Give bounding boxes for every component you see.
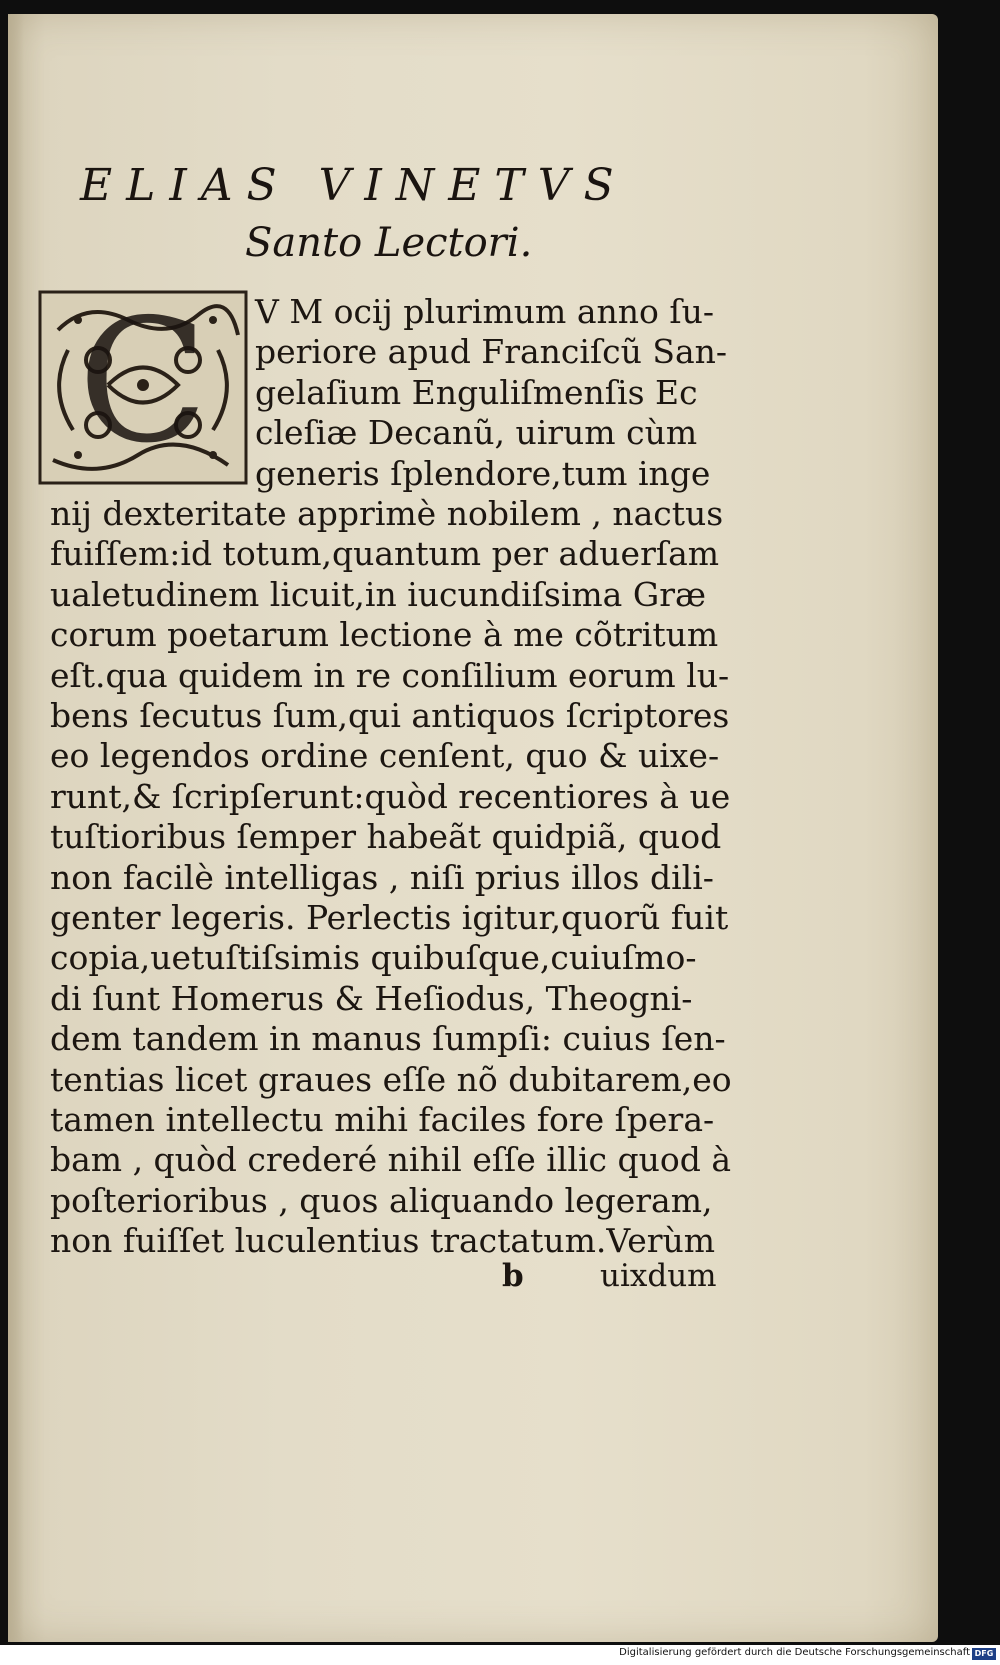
text-line: poſterioribus , quos aliquando legeram, xyxy=(50,1180,713,1220)
text-line: eo legendos ordine cenſent, quo & uixe- xyxy=(50,736,720,776)
text-line: periore apud Franciſcũ San- xyxy=(255,332,728,372)
text-line: bam , quòd crederé nihil eſſe illic quod à xyxy=(50,1140,732,1180)
page-heading: ELIAS VINETVS xyxy=(80,160,628,211)
page-subheading: Santo Lectori. xyxy=(245,220,533,266)
text-line: gelaſium Enguliſmenſis Ec xyxy=(255,372,698,412)
text-line: copia,uetuſtiſsimis quibuſque,cuiuſmo- xyxy=(50,938,697,978)
text-line: corum poetarum lectione à me cõtritum xyxy=(50,615,719,655)
signature-mark: b xyxy=(502,1258,524,1294)
text-line: runt,& ſcripſerunt:quòd recentiores à ue xyxy=(50,776,731,816)
text-line: di ſunt Homerus & Heſiodus, Theogni- xyxy=(50,978,693,1018)
decorated-initial xyxy=(38,290,248,485)
text-line: nij dexteritate apprimè nobilem , nactus xyxy=(50,494,724,533)
page-gutter-shadow xyxy=(8,14,24,1642)
text-line: fuiſſem:id totum,quantum per aduerſam xyxy=(50,534,720,574)
text-line: ualetudinem licuit,in iucundiſsima Græ xyxy=(50,574,707,614)
text-line: tamen intellectu mihi faciles fore ſpera- xyxy=(50,1100,715,1139)
text-line: dem tandem in manus ſumpſi: cuius ſen- xyxy=(50,1019,726,1059)
text-line: non facilè intelligas , niſi prius illos dili- xyxy=(50,857,714,897)
text-line: non fuiſſet luculentius tractatum.Verùm xyxy=(50,1221,716,1261)
dfg-logo: DFG xyxy=(972,1648,996,1660)
text-line: bens ſecutus ſum,qui antiquos ſcriptores xyxy=(50,696,730,735)
text-line: tentias licet graues eſſe nõ dubitarem,eo xyxy=(50,1059,732,1099)
ornament-initial-icon xyxy=(38,290,248,485)
digitization-credit: Digitalisierung gefördert durch die Deutsche Forschungsgemeinschaft xyxy=(619,1647,970,1658)
text-line: V M ocij plurimum anno ſu- xyxy=(255,292,714,331)
initial-letter: C xyxy=(77,290,209,481)
text-line: genter legeris. Perlectis igitur,quorũ fuit xyxy=(50,898,729,937)
text-line: eſt.qua quidem in re conſilium eorum lu- xyxy=(50,655,730,695)
text-line: cleſiæ Decanũ, uirum cùm xyxy=(255,413,698,453)
catchword: uixdum xyxy=(600,1258,717,1294)
text-line: tuſtioribus ſemper habeãt quidpiã, quod xyxy=(50,817,722,857)
text-line: generis ſplendore,tum inge xyxy=(255,453,711,493)
